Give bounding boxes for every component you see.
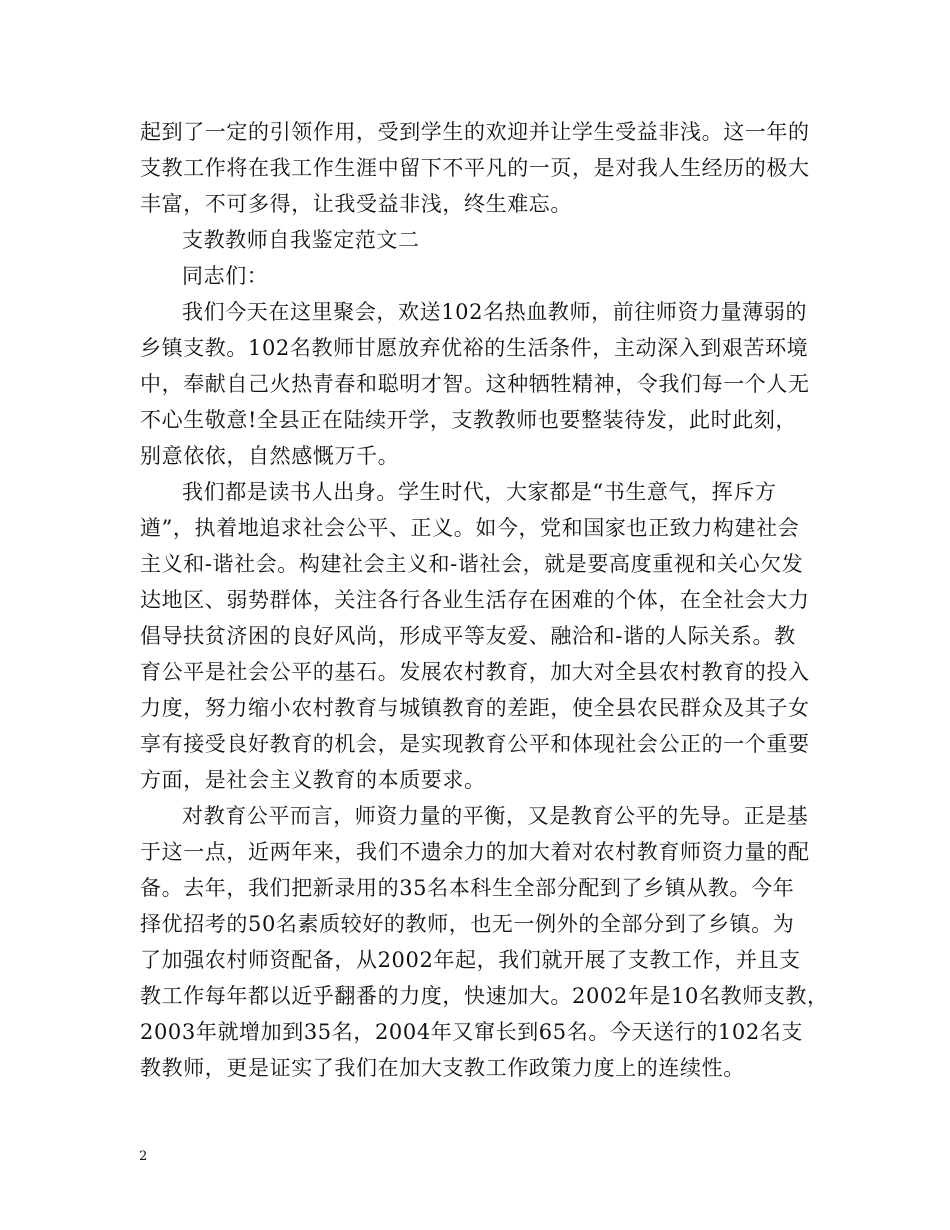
text-line: 对教育公平而言，师资力量的平衡，又是教育公平的先导。正是基	[182, 804, 809, 828]
text-line: 我们都是读书人出身。学生时代，大家都是“书生意气，挥斥方	[182, 480, 777, 504]
text-line: 享有接受良好教育的机会，是实现教育公平和体现社会公正的一个重要	[140, 732, 810, 756]
text-line: 教教师，更是证实了我们在加大支教工作政策力度上的连续性。	[140, 1056, 745, 1080]
salutation: 同志们：	[182, 264, 269, 288]
text-line: 达地区、弱势群体，关注各行各业生活存在困难的个体，在全社会大力	[140, 588, 810, 612]
text-line: 倡导扶贫济困的良好风尚，形成平等友爱、融洽和-谐的人际关系。教	[140, 624, 796, 648]
page-number: 2	[139, 1149, 148, 1164]
section-heading: 支教教师自我鉴定范文二	[182, 228, 420, 252]
text-line: 不心生敬意!全县正在陆续开学，支教教师也要整装待发，此时此刻，	[140, 408, 798, 432]
text-line: 择优招考的50名素质较好的教师，也无一例外的全部分到了乡镇。为	[140, 912, 795, 936]
text-line: 了加强农村师资配备，从2002年起，我们就开展了支教工作，并且支	[140, 948, 801, 972]
text-line: 起到了一定的引领作用，受到学生的欢迎并让学生受益非浅。这一年的	[140, 120, 810, 144]
text-line: 力度，努力缩小农村教育与城镇教育的差距，使全县农民群众及其子女	[140, 696, 810, 720]
text-line: 中，奉献自己火热青春和聪明才智。这种牺牲精神，令我们每一个人无	[140, 372, 810, 396]
text-line: 支教工作将在我工作生涯中留下不平凡的一页，是对我人生经历的极大	[140, 156, 810, 180]
text-line: 教工作每年都以近乎翻番的力度，快速加大。2002年是10名教师支教，	[140, 984, 829, 1008]
text-line: 主义和-谐社会。构建社会主义和-谐社会，就是要高度重视和关心欠发	[140, 552, 804, 576]
text-line: 遒”，执着地追求社会公平、正义。如今，党和国家也正致力构建社会	[140, 516, 800, 540]
text-line: 2003年就增加到35名，2004年又窜长到65名。今天送行的102名支	[140, 1020, 804, 1044]
text-line: 别意依依，自然感慨万千。	[140, 444, 400, 468]
text-line: 我们今天在这里聚会，欢送102名热血教师，前往师资力量薄弱的	[182, 300, 808, 324]
text-line: 丰富，不可多得，让我受益非浅，终生难忘。	[140, 192, 572, 216]
text-line: 于这一点，近两年来，我们不遗余力的加大着对农村教育师资力量的配	[140, 840, 810, 864]
text-line: 备。去年，我们把新录用的35名本科生全部分配到了乡镇从教。今年	[140, 876, 795, 900]
text-line: 育公平是社会公平的基石。发展农村教育，加大对全县农村教育的投入	[140, 660, 810, 684]
text-line: 方面，是社会主义教育的本质要求。	[140, 768, 486, 792]
text-line: 乡镇支教。102名教师甘愿放弃优裕的生活条件，主动深入到艰苦环境	[140, 336, 809, 360]
